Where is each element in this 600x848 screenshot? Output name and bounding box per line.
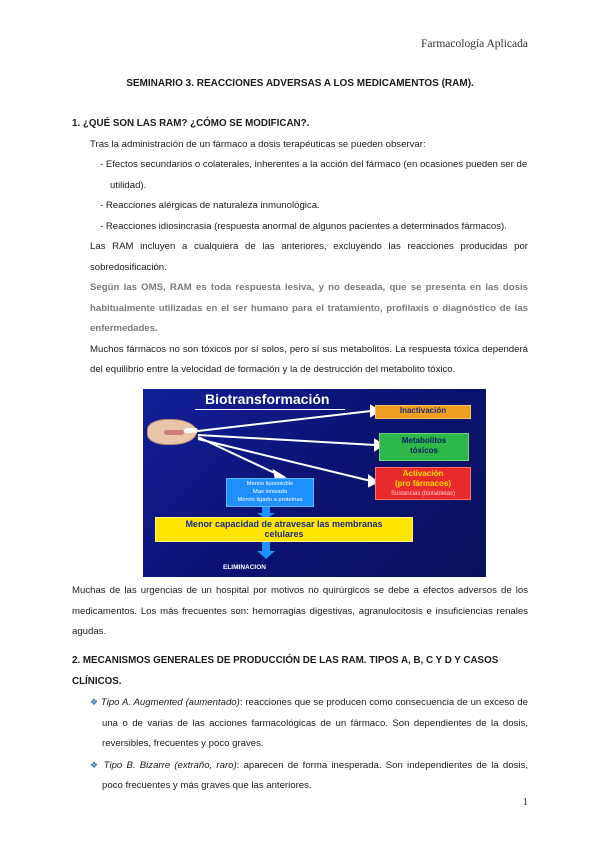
- section-2-heading: 2. MECANISMOS GENERALES DE PRODUCCIÓN DE LAS RAM. TIPOS A, B, C Y D Y CASOS CLÍNICOS.: [72, 655, 499, 687]
- arrow-activacion: [198, 439, 371, 481]
- down-arrow-2: [262, 542, 270, 552]
- metabolitos-line2: tóxicos: [409, 446, 438, 455]
- type-a-text: : reacciones que se producen como consecuencia de un exceso de una o de varias de las acciones farmacológicas de un fármaco. Son dependientes de la dosis, reversibles, frecuentes y poco graves.: [102, 697, 528, 749]
- eliminacion-label: ELIMINACION: [223, 564, 266, 571]
- activacion-box: [375, 467, 471, 500]
- arrow-inactivacion: [198, 411, 371, 431]
- arrow-metabolitos: [198, 435, 375, 445]
- section-1-heading: 1. ¿QUÉ SON LAS RAM? ¿CÓMO SE MODIFICAN?.: [72, 118, 310, 129]
- props-line1: Menos liposoluble: [246, 481, 294, 487]
- membranas-line2: celulares: [264, 529, 304, 539]
- metabolitos-box: [379, 433, 469, 461]
- page-number: 1: [522, 796, 528, 808]
- props-line3: Menos ligado a proteínas: [237, 497, 303, 503]
- page-title: SEMINARIO 3. REACCIONES ADVERSAS A LOS MEDICAMENTOS (RAM).: [126, 78, 474, 89]
- after-figure-section: [72, 581, 528, 643]
- title-underline: [195, 409, 345, 410]
- section-1-intro: Tras la administración de un fármaco a dosis terapéuticas se pueden observar:: [90, 138, 426, 150]
- figure-title: Biotransformación: [205, 391, 330, 407]
- face-pill-image: [147, 419, 197, 445]
- activacion-sub: Sustancias (biotabletas): [390, 491, 456, 497]
- list-item: - Reacciones idiosincrasia (respuesta anormal de algunos pacientes a determinados fármacos).: [100, 220, 507, 232]
- biotransformation-figure: [143, 389, 486, 577]
- type-b-text: : aparecen de forma inesperada. Son independientes de la dosis, poco frecuentes y más graves que las anteriores.: [102, 759, 528, 791]
- membranas-line1: Menor capacidad de atravesar las membranas: [185, 519, 383, 529]
- type-b-label: Tipo B. Bizarre (extraño, raro): [103, 759, 237, 771]
- activacion-line2: (pro fármacos): [394, 479, 451, 488]
- pill-shape: [184, 428, 198, 433]
- paragraph-urgencias: Muchas de las urgencias de un hospital por motivos no quirúrgicos se debe a efectos adversos de los medicamentos. Los más frecuentes son: hemorragias digestivas, agranulocitosis e insuficiencias renales agudas.: [72, 585, 528, 637]
- inactivacion-box: Inactivación: [375, 405, 471, 419]
- paragraph-oms-definition: Según las OMS, RAM es toda respuesta lesiva, y no deseada, que se presenta en las dosis habitualmente utilizadas en el ser humano para el tratamiento, profilaxis o diagnóstico de las enfermedades.: [90, 282, 528, 334]
- section-2: [72, 651, 528, 797]
- type-a-label: Tipo A. Augmented (aumentado): [100, 697, 240, 708]
- down-arrow-1: [262, 506, 270, 514]
- metabolitos-line1: Metabolitos: [401, 436, 447, 445]
- page-header: Farmacología Aplicada: [421, 38, 528, 50]
- list-item: - Reacciones alérgicas de naturaleza inmunológica.: [100, 200, 320, 211]
- lips-shape: [164, 430, 184, 435]
- paragraph-metabolites: Muchos fármacos no son tóxicos por sí solos, pero sí sus metabolitos. La respuesta tóxica dependerá del equilibrio entre la velocidad de formación y la de destrucción del metabolito tóxico.: [90, 343, 528, 375]
- list-item: - Efectos secundarios o colaterales, inherentes a la acción del fármaco (en ocasiones pueden ser de utilidad).: [100, 159, 528, 191]
- diamond-bullet-icon: ❖: [90, 759, 104, 770]
- list-item-type-a: [86, 692, 528, 755]
- paragraph-ram-definition: Las RAM incluyen a cualquiera de las anteriores, excluyendo las reacciones producidas por sobredosificación.: [90, 241, 528, 273]
- properties-box: [226, 478, 314, 507]
- membranas-box: [155, 517, 413, 542]
- list-item-type-b: [86, 755, 528, 797]
- section-1: [72, 114, 528, 381]
- activacion-line1: Activación: [402, 469, 444, 478]
- props-line2: Mas ionizada: [252, 489, 288, 495]
- diamond-bullet-icon: ❖: [90, 697, 101, 707]
